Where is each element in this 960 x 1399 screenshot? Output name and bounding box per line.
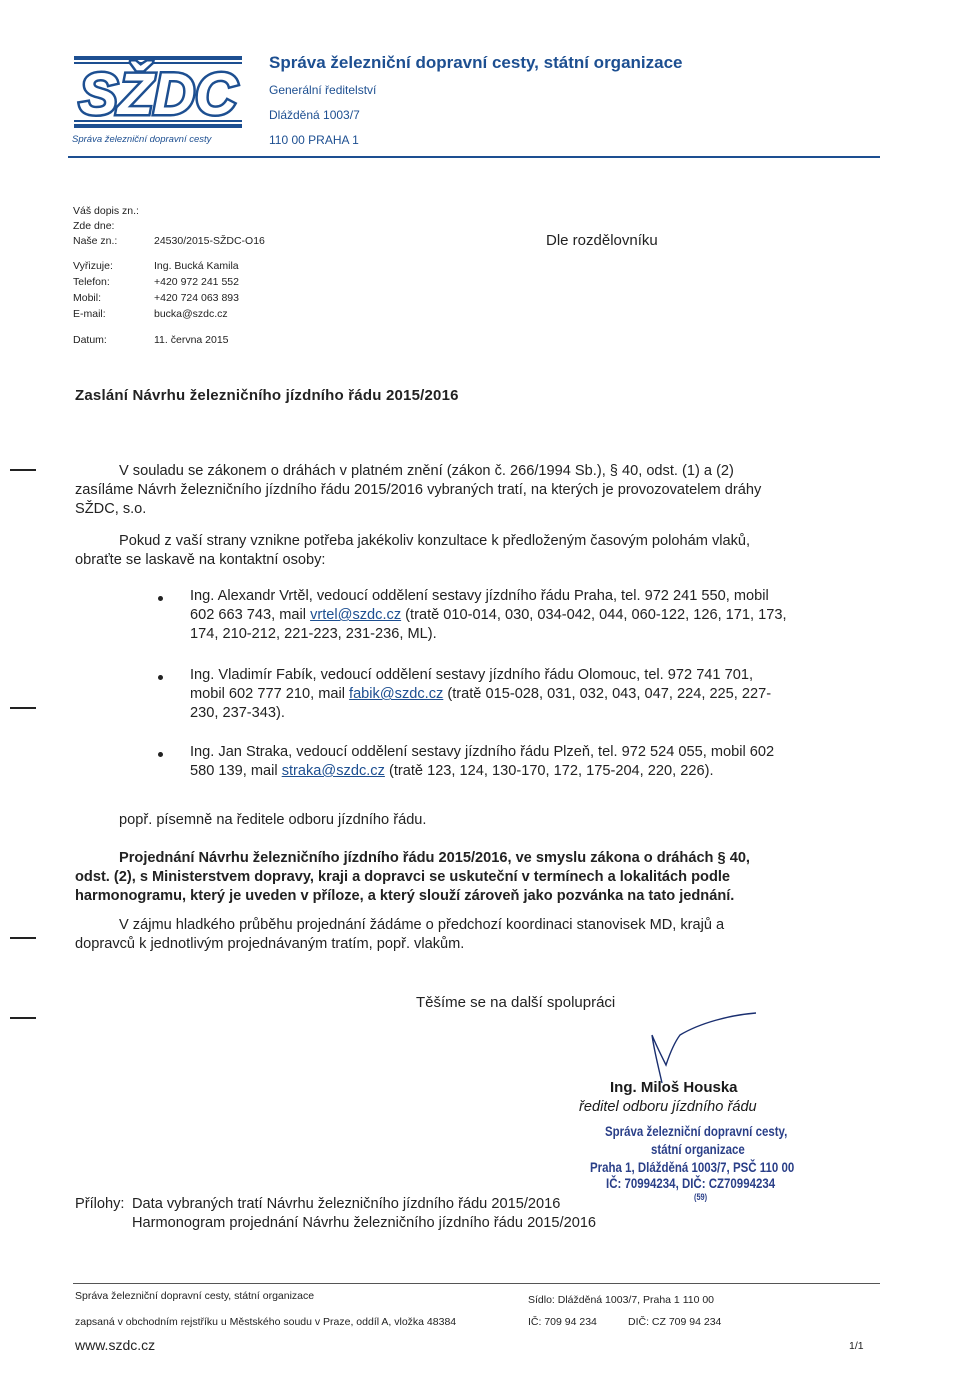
vyrizuje-label: Vyřizuje: [73,260,113,272]
email-value[interactable]: bucka@szdc.cz [154,308,228,320]
address-line-1: Generální ředitelství [269,83,377,97]
margin-mark [10,1017,36,1019]
nase-zn-label: Naše zn.: [73,235,118,247]
stamp-line-3: Praha 1, Dlážděná 1003/7, PSČ 110 00 [590,1159,795,1175]
datum-value: 11. června 2015 [154,334,229,346]
p1-line3: SŽDC, s.o. [75,501,147,517]
margin-mark [10,707,36,709]
p2-line1: Pokud z vaší strany vznikne potřeba jakékoliv konzultace k předloženým časovým polohám vlaků, [119,533,751,549]
nase-zn-value: 24530/2015-SŽDC-O16 [154,235,265,247]
footer-registry: zapsaná v obchodním rejstříku u Městského soudu v Praze, oddíl A, vložka 48384 [75,1316,457,1328]
contact-1-line3: 174, 210-212, 221-223, 231-236, ML). [190,626,437,642]
telefon-label: Telefon: [73,276,110,288]
margin-mark [10,469,36,471]
footer-divider [73,1283,880,1284]
p1-line1: V souladu se zákonem o dráhách v platném znění (zákon č. 266/1994 Sb.), § 40, odst. (1) a (2) [119,463,734,479]
logo-text: SŽDC [79,62,237,127]
handwritten-signature [640,1005,760,1085]
contact-2-line1: Ing. Vladimír Fabík, vedoucí oddělení sestavy jízdního řádu Olomouc, tel. 972 741 701, [190,667,753,683]
paragraph-5: V zájmu hladkého průběhu projednání žádáme o předchozí koordinaci stanovisek MD, krajů a [119,917,725,933]
contact-1-line1: Ing. Alexandr Vrtěl, vedoucí oddělení sestavy jízdního řádu Praha, tel. 972 241 550, mobil [190,588,769,604]
footer-web[interactable]: www.szdc.cz [75,1337,156,1353]
p2-line2: obraťte se laskavě na kontaktní osoby: [75,552,326,568]
stamp-line-5: (59) [694,1192,708,1202]
logo-caption: Správa železniční dopravní cesty [72,134,212,145]
closing-line: Těšíme se na další spolupráci [416,994,616,1011]
vyrizuje-value: Ing. Bucká Kamila [154,260,239,272]
footer-ic: IČ: 709 94 234 [528,1316,597,1328]
email-label: E-mail: [73,308,106,320]
signatory-name: Ing. Miloš Houska [610,1079,738,1096]
vas-dopis-label: Váš dopis zn.: [73,205,139,217]
mobil-value: +420 724 063 893 [154,292,239,304]
header-divider [68,156,880,158]
footer-org: Správa železniční dopravní cesty, státní organizace [75,1290,315,1302]
paragraph-3: popř. písemně na ředitele odboru jízdního řádu. [119,812,427,828]
recipient: Dle rozdělovníku [546,232,658,249]
contact-3-line1: Ing. Jan Straka, vedoucí oddělení sestavy jízdního řádu Plzeň, tel. 972 524 055, mobil 602 [190,744,775,760]
contact-3-line2: 580 139, mail straka@szdc.cz (tratě 123, 124, 130-170, 172, 175-204, 220, 226). [190,763,714,779]
attachment-2: Harmonogram projednání Návrhu železničního jízdního řádu 2015/2016 [132,1215,597,1231]
stamp-line-4: IČ: 70994234, DIČ: CZ70994234 [606,1175,776,1191]
zde-dne-label: Zde dne: [73,220,115,232]
letter-subject: Zaslání Návrhu železničního jízdního řádu 2015/2016 [75,387,459,404]
paragraph-5-end: dopravců k jednotlivým projednávaným tratím, popř. vlakům. [75,936,465,952]
mobil-label: Mobil: [73,292,102,304]
fabik-email-link[interactable]: fabik@szdc.cz [349,686,444,702]
address-line-2: Dlážděná 1003/7 [269,108,360,122]
bullet [158,596,163,601]
attachment-1: Data vybraných tratí Návrhu železničního jízdního řádu 2015/2016 [132,1196,561,1212]
margin-mark [10,937,36,939]
telefon-value: +420 972 241 552 [154,276,239,288]
attachments-label: Přílohy: [75,1196,125,1212]
footer-dic: DIČ: CZ 709 94 234 [628,1316,722,1328]
footer-sidlo: Sídlo: Dlážděná 1003/7, Praha 1 110 00 [528,1294,715,1306]
stamp-line-1: Správa železniční dopravní cesty, [605,1123,788,1139]
org-name: Správa železniční dopravní cesty, státní organizace [269,53,683,72]
paragraph-4: Projednání Návrhu železničního jízdního řádu 2015/2016, ve smyslu zákona o dráhách § 40, [119,850,750,866]
paragraph-1 [75,462,868,482]
szdc-logo [68,52,248,134]
szdc-logo-graphic [68,52,248,134]
straka-email-link[interactable]: straka@szdc.cz [281,763,385,779]
bullet [158,675,163,680]
paragraph-4-cont: odst. (2), s Ministerstvem dopravy, kraji a dopravci se uskuteční v termínech a lokalitách podle [75,869,731,885]
contact-2-line2: mobil 602 777 210, mail fabik@szdc.cz (tratě 015-028, 031, 032, 043, 047, 224, 225, 227- [190,686,772,702]
stamp-line-2: státní organizace [651,1141,745,1157]
datum-label: Datum: [73,334,107,346]
contact-1-line2: 602 663 743, mail vrtel@szdc.cz (tratě 010-014, 030, 034-042, 044, 060-122, 126, 171, 173, [190,607,787,623]
paragraph-2 [75,532,868,552]
paragraph-4-end: harmonogramu, který je uveden v příloze, a který slouží zároveň jako pozvánka na tato jednání. [75,888,735,904]
paragraph-1-cont [75,481,868,501]
signatory-title: ředitel odboru jízdního řádu [579,1099,757,1115]
address-line-3: 110 00 PRAHA 1 [269,133,359,147]
vrtel-email-link[interactable]: vrtel@szdc.cz [310,607,402,623]
contact-2-line3: 230, 237-343). [190,705,285,721]
page-number: 1/1 [849,1340,864,1352]
bullet [158,752,163,757]
p1-line2: zasíláme Návrh železničního jízdního řádu 2015/2016 vybraných tratí, na kterých je provozovatelem dráhy [75,482,762,498]
